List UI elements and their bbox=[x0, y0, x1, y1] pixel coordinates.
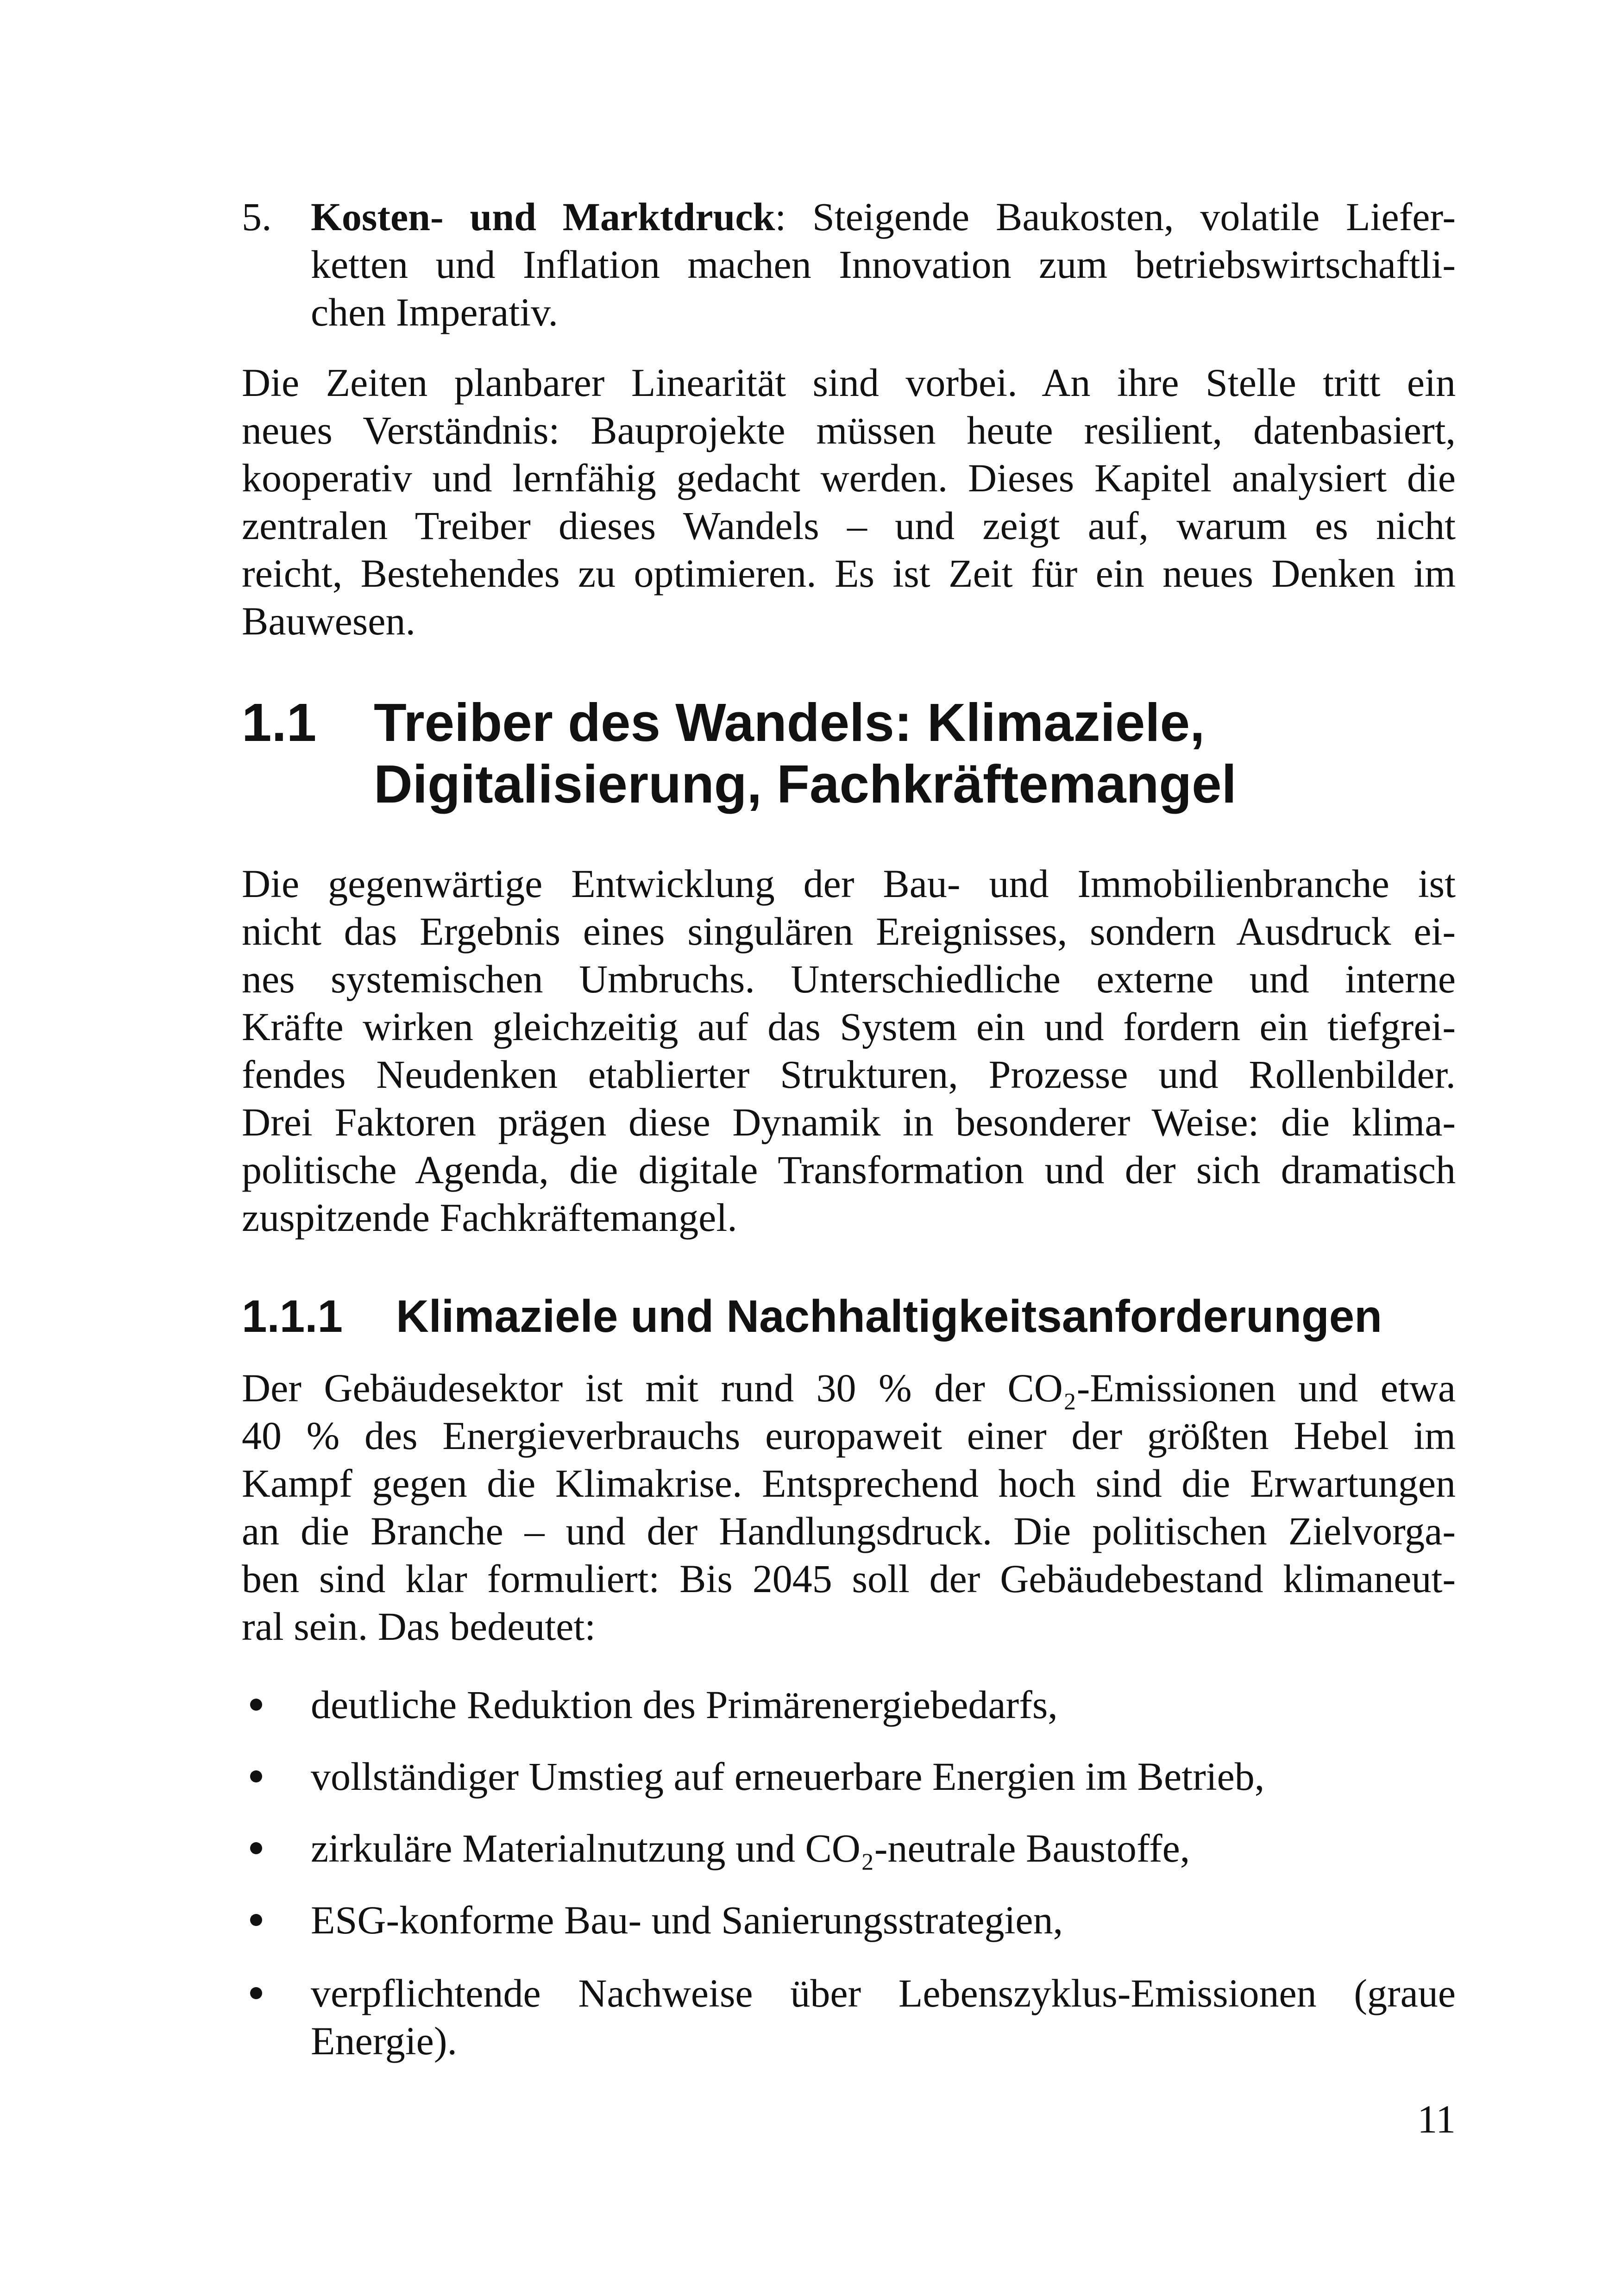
section-number: 1.1 bbox=[242, 692, 317, 753]
text-line: zentralen Treiber dieses Wandels – und zeigt auf, warum es nicht bbox=[242, 503, 1456, 548]
text-line: fendes Neudenken etablierter Strukturen, Prozesse und Rollenbilder. bbox=[242, 1052, 1456, 1097]
text-line: neues Verständnis: Bauprojekte müssen heute resilient, datenbasiert, bbox=[242, 408, 1456, 452]
paragraph-climate bbox=[242, 1364, 1456, 1650]
text-line: Kräfte wirken gleichzeitig auf das System ein und fordern ein tiefgrei- bbox=[242, 1004, 1456, 1049]
list-item-5 bbox=[311, 193, 1456, 336]
text-line: zirkuläre Materialnutzung und CO₂-neutrale Baustoffe, bbox=[311, 1826, 1190, 1870]
text-line: 40 % des Energieverbrauchs europaweit einer der größten Hebel im bbox=[242, 1413, 1456, 1458]
bullet-item bbox=[311, 1970, 1456, 2065]
bullet-item bbox=[311, 1896, 1456, 1944]
text-line: reicht, Bestehendes zu optimieren. Es ist Zeit für ein neues Denken im bbox=[242, 551, 1456, 596]
list-item-bold-term: Kosten- und Marktdruck bbox=[311, 194, 775, 239]
text-line: ral sein. Das bedeutet: bbox=[242, 1604, 596, 1649]
text-span: : Steigende Baukosten, volatile Liefer- bbox=[775, 194, 1456, 239]
text-line: ben sind klar formuliert: Bis 2045 soll der Gebäudebestand klimaneut- bbox=[242, 1556, 1456, 1601]
bullet-icon bbox=[250, 1914, 262, 1926]
text-line: politische Agenda, die digitale Transformation und der sich dramatisch bbox=[242, 1148, 1456, 1192]
bullet-icon bbox=[250, 1987, 262, 1999]
section-title bbox=[374, 692, 1237, 815]
text-line: Die gegenwärtige Entwicklung der Bau- und Immobilienbranche ist bbox=[242, 861, 1456, 906]
text-line: Bauwesen. bbox=[242, 599, 415, 643]
paragraph-intro bbox=[242, 359, 1456, 645]
text-line: Drei Faktoren prägen diese Dynamik in besonderer Weise: die klima- bbox=[242, 1100, 1456, 1144]
text-line: an die Branche – und der Handlungsdruck. Die politischen Zielvorga- bbox=[242, 1509, 1456, 1553]
bullet-item bbox=[311, 1681, 1456, 1729]
subsection-number: 1.1.1 bbox=[242, 1291, 343, 1342]
bullet-icon bbox=[250, 1699, 262, 1711]
paragraph-drivers bbox=[242, 860, 1456, 1242]
text-line: Kampf gegen die Klimakrise. Entsprechend hoch sind die Erwartungen bbox=[242, 1461, 1456, 1506]
text-line: verpflichtende Nachweise über Lebenszyklus-Emissionen (graue bbox=[311, 1971, 1456, 2015]
text-line: nes systemischen Umbruchs. Unterschiedliche externe und interne bbox=[242, 957, 1456, 1001]
text-line: Energie). bbox=[311, 2019, 457, 2063]
text-line: kooperativ und lernfähig gedacht werden. Dieses Kapitel analysiert die bbox=[242, 456, 1456, 500]
text-line: vollständiger Umstieg auf erneuerbare Energien im Betrieb, bbox=[311, 1754, 1265, 1799]
text-line bbox=[311, 193, 1456, 241]
text-line: Die Zeiten planbarer Linearität sind vorbei. An ihre Stelle tritt ein bbox=[242, 360, 1456, 405]
text-line: ketten und Inflation machen Innovation zum betriebswirtschaftli- bbox=[311, 242, 1456, 287]
subsection-title: Klimaziele und Nachhaltigkeitsanforderungen bbox=[396, 1291, 1382, 1342]
section-title-line: Treiber des Wandels: Klimaziele, bbox=[374, 692, 1205, 753]
text-line: chen Imperativ. bbox=[311, 290, 559, 334]
section-title-line: Digitalisierung, Fachkräftemangel bbox=[374, 754, 1237, 814]
text-line: deutliche Reduktion des Primärenergiebedarfs, bbox=[311, 1682, 1058, 1727]
bullet-icon bbox=[250, 1770, 262, 1782]
text-line: Der Gebäudesektor ist mit rund 30 % der CO₂-Emissionen und etwa bbox=[242, 1366, 1456, 1410]
bullet-icon bbox=[250, 1842, 262, 1854]
list-number: 5. bbox=[242, 194, 272, 239]
text-line: zuspitzende Fachkräftemangel. bbox=[242, 1195, 737, 1240]
bullet-item bbox=[311, 1825, 1456, 1872]
text-line: nicht das Ergebnis eines singulären Ereignisses, sondern Ausdruck ei- bbox=[242, 909, 1456, 954]
page-number: 11 bbox=[1417, 2097, 1456, 2141]
bullet-item bbox=[311, 1753, 1456, 1800]
text-line: ESG-konforme Bau- und Sanierungsstrategien, bbox=[311, 1898, 1063, 1942]
